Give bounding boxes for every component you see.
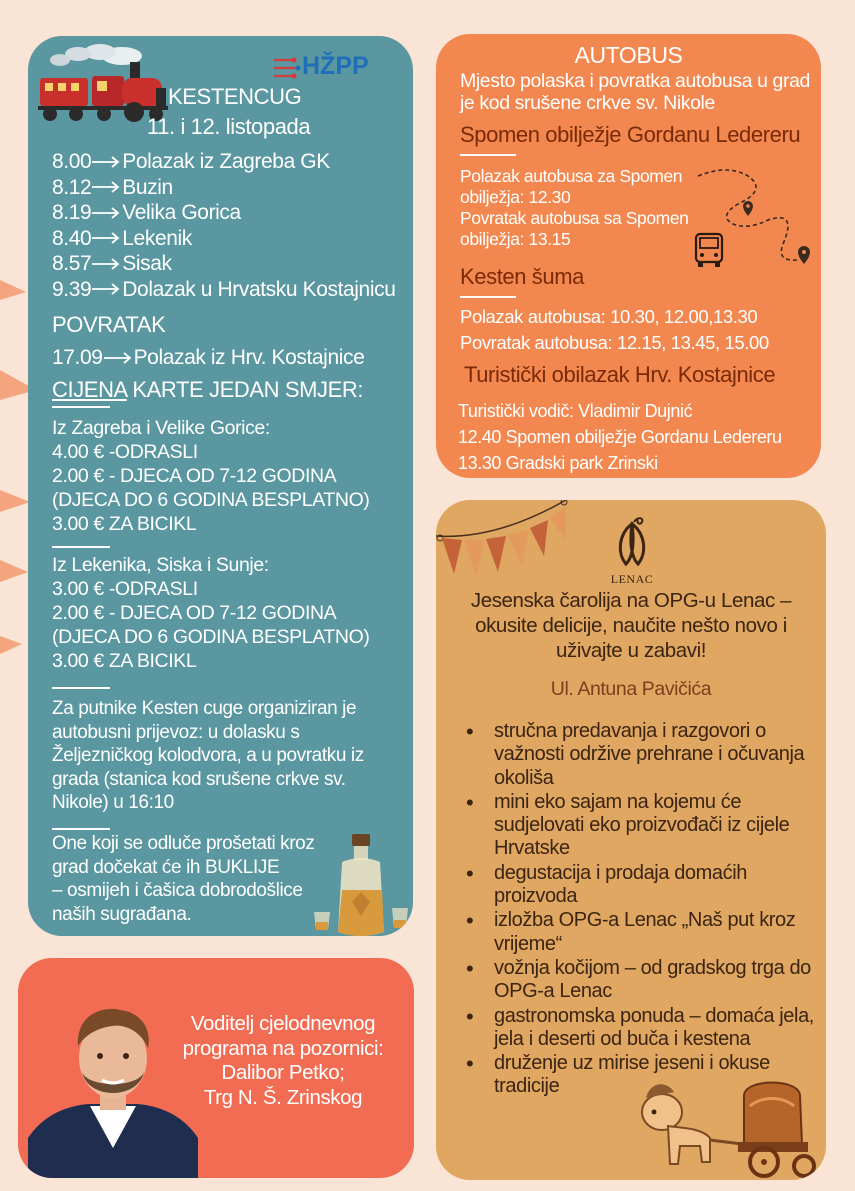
host-line: Voditelj cjelodnevnog — [190, 1012, 376, 1035]
opg-lenac-panel — [436, 500, 826, 1180]
bus-transfer-note — [52, 697, 364, 815]
tour-line: Turistički vodič: Vladimir Dujnić — [458, 401, 693, 421]
note-line: One koji se odluče prošetati kroz — [52, 833, 315, 854]
divider — [52, 687, 110, 689]
bus-section-tour: Turistički obilazak Hrv. Kostajnice — [464, 362, 776, 387]
schedule-stop: Lekenik — [122, 226, 192, 250]
price-line: Iz Zagreba i Velike Gorice: — [52, 417, 270, 439]
note-line: grada (stanica kod srušene crkve sv. — [52, 768, 346, 790]
note-line: grad dočekat će ih BUKLIJE — [52, 856, 280, 878]
note-line: Željezničkog kolodvora, a u povratku iz — [52, 745, 364, 766]
list-item: • vožnja kočijom – od gradskog trga do OPG-a Lenac — [466, 957, 816, 1004]
schedule-time: 8.12 — [52, 175, 92, 199]
tour-line: 12.40 Spomen obilježje Gordanu Ledereru — [458, 427, 782, 447]
leaf-swirl-icon — [604, 512, 660, 572]
arrow-right-icon — [92, 283, 120, 295]
heading-line: uživajte u zabavi! — [555, 639, 707, 662]
list-item: • mini eko sajam na kojemu će sudjelovati eko proizvođači iz cijele Hrvatske — [466, 791, 816, 861]
schedule-time: 8.40 — [52, 226, 92, 250]
arrow-right-icon — [92, 181, 120, 193]
host-line: Dalibor Petko; — [221, 1061, 345, 1084]
note-line: Nikole) u 16:10 — [52, 792, 174, 813]
divider — [52, 828, 110, 830]
price-line: 4.00 € -ODRASLI — [52, 441, 198, 463]
arrow-right-icon — [92, 232, 120, 244]
note-line: autobusni prijevoz: u dolasku s — [52, 721, 300, 743]
arrow-right-icon — [92, 207, 120, 219]
bus-memorial-times — [460, 166, 689, 250]
tour-details — [458, 398, 782, 476]
train-schedule — [52, 149, 395, 302]
kestencug-train-panel — [28, 36, 413, 936]
kestencug-date: 11. i 12. listopada — [147, 114, 311, 139]
horse-carriage-icon — [632, 1076, 822, 1180]
hzpp-logo-text: HŽPP — [302, 52, 369, 80]
host-line: Trg N. Š. Zrinskog — [203, 1085, 363, 1109]
note-line: Za putnike Kesten cuge organiziran je — [52, 698, 357, 719]
lenac-heading — [456, 588, 806, 663]
bus-forest-times — [460, 304, 769, 356]
price-line: Iz Lekenika, Siska i Sunje: — [52, 554, 269, 576]
buklije-note — [52, 832, 314, 926]
list-item: • druženje uz mirise jeseni i okuse tradicije — [466, 1052, 816, 1099]
lenac-logo-text: LENAC — [610, 572, 654, 586]
kestencug-title: KESTENCUG — [168, 84, 302, 109]
return-row — [52, 346, 364, 370]
schedule-stop: Polazak iz Zagreba GK — [122, 150, 330, 173]
note-line: naših sugrađana. — [52, 903, 192, 925]
hzpp-logo — [272, 52, 392, 82]
schedule-time: 8.00 — [52, 150, 92, 173]
stage-host-info — [168, 1012, 398, 1110]
schedule-time: 9.39 — [52, 277, 92, 301]
schedule-row — [52, 149, 395, 175]
price-line: 3.00 € ZA BICIKL — [52, 513, 197, 535]
subtitle-line: je kod srušene crkve sv. Nikole — [460, 92, 715, 114]
arrow-right-icon — [104, 352, 132, 364]
host-line: programa na pozornici: — [182, 1036, 384, 1060]
price-heading-rest: KARTE JEDAN SMJER: — [126, 377, 364, 402]
lenac-logo — [604, 512, 660, 588]
list-item: • stručna predavanja i razgovori o važnosti održive prehrane i očuvanja okoliša — [466, 720, 816, 790]
railway-track-icon — [272, 52, 302, 82]
divider — [460, 296, 516, 298]
bus-route-icon — [688, 164, 813, 274]
heading-line: Jesenska čarolija na OPG-u Lenac – — [470, 589, 792, 612]
tour-line: 13.30 Gradski park Zrinski — [458, 453, 658, 473]
bus-title: AUTOBUS — [574, 42, 683, 68]
time-line: Povratak autobusa sa Spomen — [460, 208, 689, 228]
bus-section-memorial: Spomen obilježje Gordanu Ledereru — [460, 122, 801, 147]
arrow-right-icon — [92, 156, 120, 168]
heading-line: okusite delicije, naučite nešto novo i — [475, 614, 787, 637]
lenac-program-list — [466, 720, 816, 1100]
divider — [52, 546, 110, 548]
return-heading: POVRATAK — [52, 312, 166, 337]
price-heading-underlined: CIJENA — [52, 377, 127, 402]
time-line: obilježja: 13.15 — [460, 229, 571, 249]
list-item: • gastronomska ponuda – domaća jela, jela i deserti od buča i kestena — [466, 1005, 816, 1052]
schedule-row — [52, 251, 395, 277]
return-stop: Polazak iz Hrv. Kostajnice — [133, 346, 365, 369]
bus-subtitle — [460, 70, 810, 114]
schedule-row — [52, 277, 395, 303]
list-item: • degustacija i prodaja domaćih proizvoda — [466, 862, 816, 909]
list-item: • izložba OPG-a Lenac „Naš put kroz vrijeme“ — [466, 909, 816, 956]
bus-panel — [436, 34, 821, 478]
arrow-right-icon — [92, 258, 120, 270]
price-line: 3.00 € ZA BICIKL — [52, 650, 197, 672]
price-heading — [52, 377, 363, 403]
time-line: obilježja: 12.30 — [460, 187, 571, 207]
liquor-bottle-icon — [312, 832, 412, 936]
lenac-address: Ul. Antuna Pavičića — [550, 678, 712, 700]
time-line: Polazak autobusa: 10.30, 12.00,13.30 — [460, 306, 758, 327]
bus-section-forest: Kesten šuma — [460, 264, 585, 289]
price-group-lekenik — [52, 553, 369, 673]
schedule-row — [52, 175, 395, 201]
time-line: Polazak autobusa za Spomen — [460, 166, 683, 186]
schedule-stop: Dolazak u Hrvatsku Kostajnicu — [122, 277, 396, 301]
bus-icon — [696, 234, 722, 267]
schedule-row — [52, 226, 395, 252]
price-line: (DJECA DO 6 GODINA BESPLATNO) — [52, 489, 370, 511]
schedule-stop: Sisak — [122, 252, 172, 275]
schedule-time: 8.19 — [52, 201, 92, 224]
schedule-stop: Buzin — [122, 175, 173, 199]
divider — [52, 406, 110, 408]
schedule-stop: Velika Gorica — [122, 201, 241, 224]
return-time: 17.09 — [52, 346, 103, 369]
price-line: 2.00 € - DJECA OD 7-12 GODINA — [52, 465, 337, 487]
price-line: (DJECA DO 6 GODINA BESPLATNO) — [52, 626, 370, 648]
schedule-row — [52, 200, 395, 226]
schedule-time: 8.57 — [52, 252, 92, 275]
divider — [460, 154, 516, 156]
stage-host-panel — [18, 958, 414, 1178]
time-line: Povratak autobusa: 12.15, 13.45, 15.00 — [460, 332, 769, 353]
price-group-zagreb — [52, 416, 369, 536]
bunting-decoration — [436, 500, 596, 590]
price-line: 3.00 € -ODRASLI — [52, 578, 198, 600]
note-line: – osmijeh i čašica dobrodošlice — [52, 880, 303, 901]
price-line: 2.00 € - DJECA OD 7-12 GODINA — [52, 602, 337, 624]
subtitle-line: Mjesto polaska i povratka autobusa u grad — [460, 70, 810, 92]
